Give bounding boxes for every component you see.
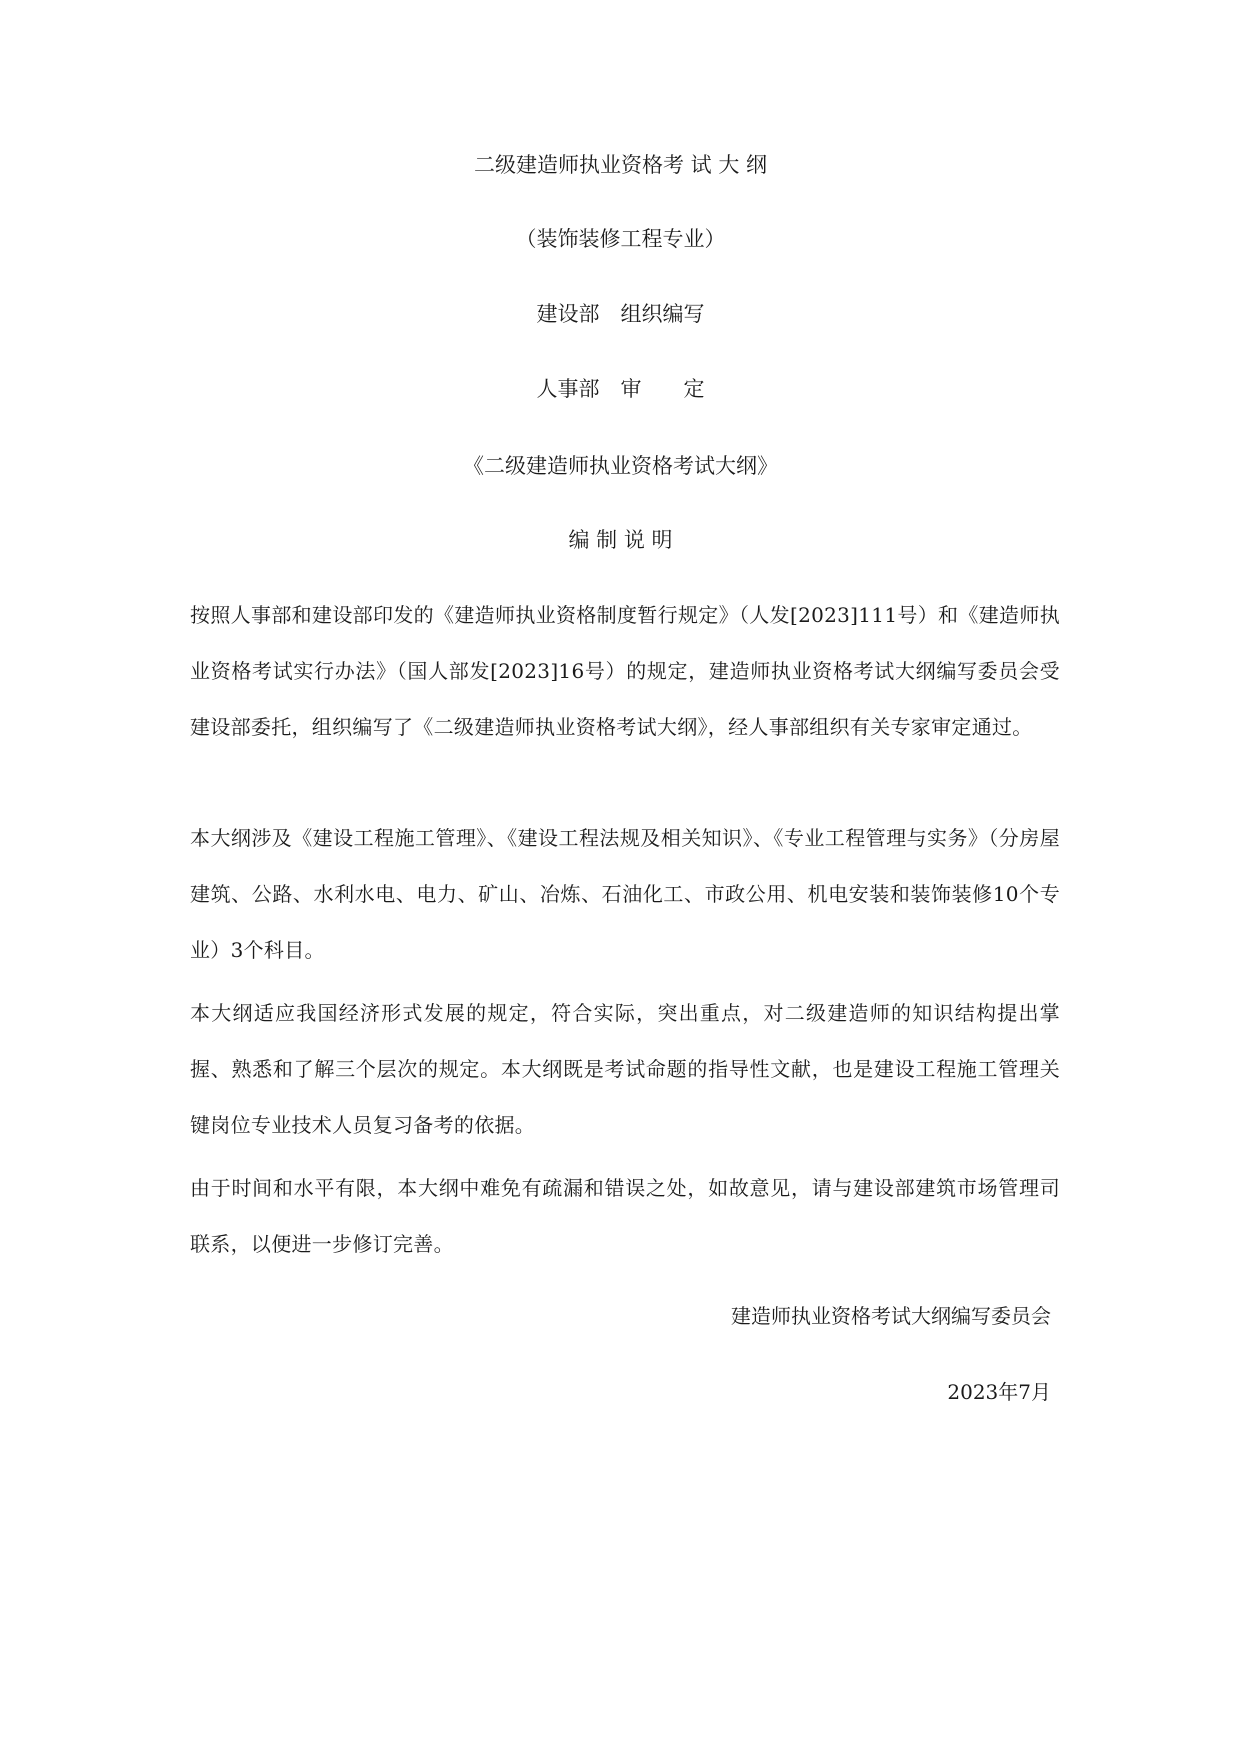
signature-line: 建造师执业资格考试大纲编写委员会 [731,1304,1051,1328]
date-line: 2023年7月 [947,1380,1051,1404]
book-title: 《二级建造师执业资格考试大纲》 [463,454,778,478]
paragraph-4: 由于时间和水平有限，本大纲中难免有疏漏和错误之处，如故意见，请与建设部建筑市场管理司联系，以便进一步修订完善。 [190,1176,1060,1256]
paragraph-2: 本大纲涉及《建设工程施工管理》、《建设工程法规及相关知识》、《专业工程管理与实务》（分房屋建筑、公路、水利水电、电力、矿山、冶炼、石油化工、市政公用、机电安装和装饰装修10个专业）3个科目。 [190,826,1060,962]
approved-by-line: 人事部 审 定 [536,377,705,401]
specialty-subtitle: （装饰装修工程专业） [515,227,726,251]
compiled-by-line: 建设部 组织编写 [536,302,705,326]
paragraph-1: 按照人事部和建设部印发的《建造师执业资格制度暂行规定》（人发[2023]111号）和《建造师执业资格考试实行办法》（国人部发[2023]16号）的规定，建造师执业资格考试大纲编写委员会受建设部委托，组织编写了《二级建造师执业资格考试大纲》，经人事部组织有关专家审定通过。 [190,603,1060,739]
section-heading: 编 制 说 明 [568,528,673,552]
document-title: 二级建造师执业资格考 试 大 纲 [473,153,768,177]
paragraph-3: 本大纲适应我国经济形式发展的规定，符合实际，突出重点，对二级建造师的知识结构提出掌握、熟悉和了解三个层次的规定。本大纲既是考试命题的指导性文献，也是建设工程施工管理关键岗位专业技术人员复习备考的依据。 [190,1001,1060,1137]
